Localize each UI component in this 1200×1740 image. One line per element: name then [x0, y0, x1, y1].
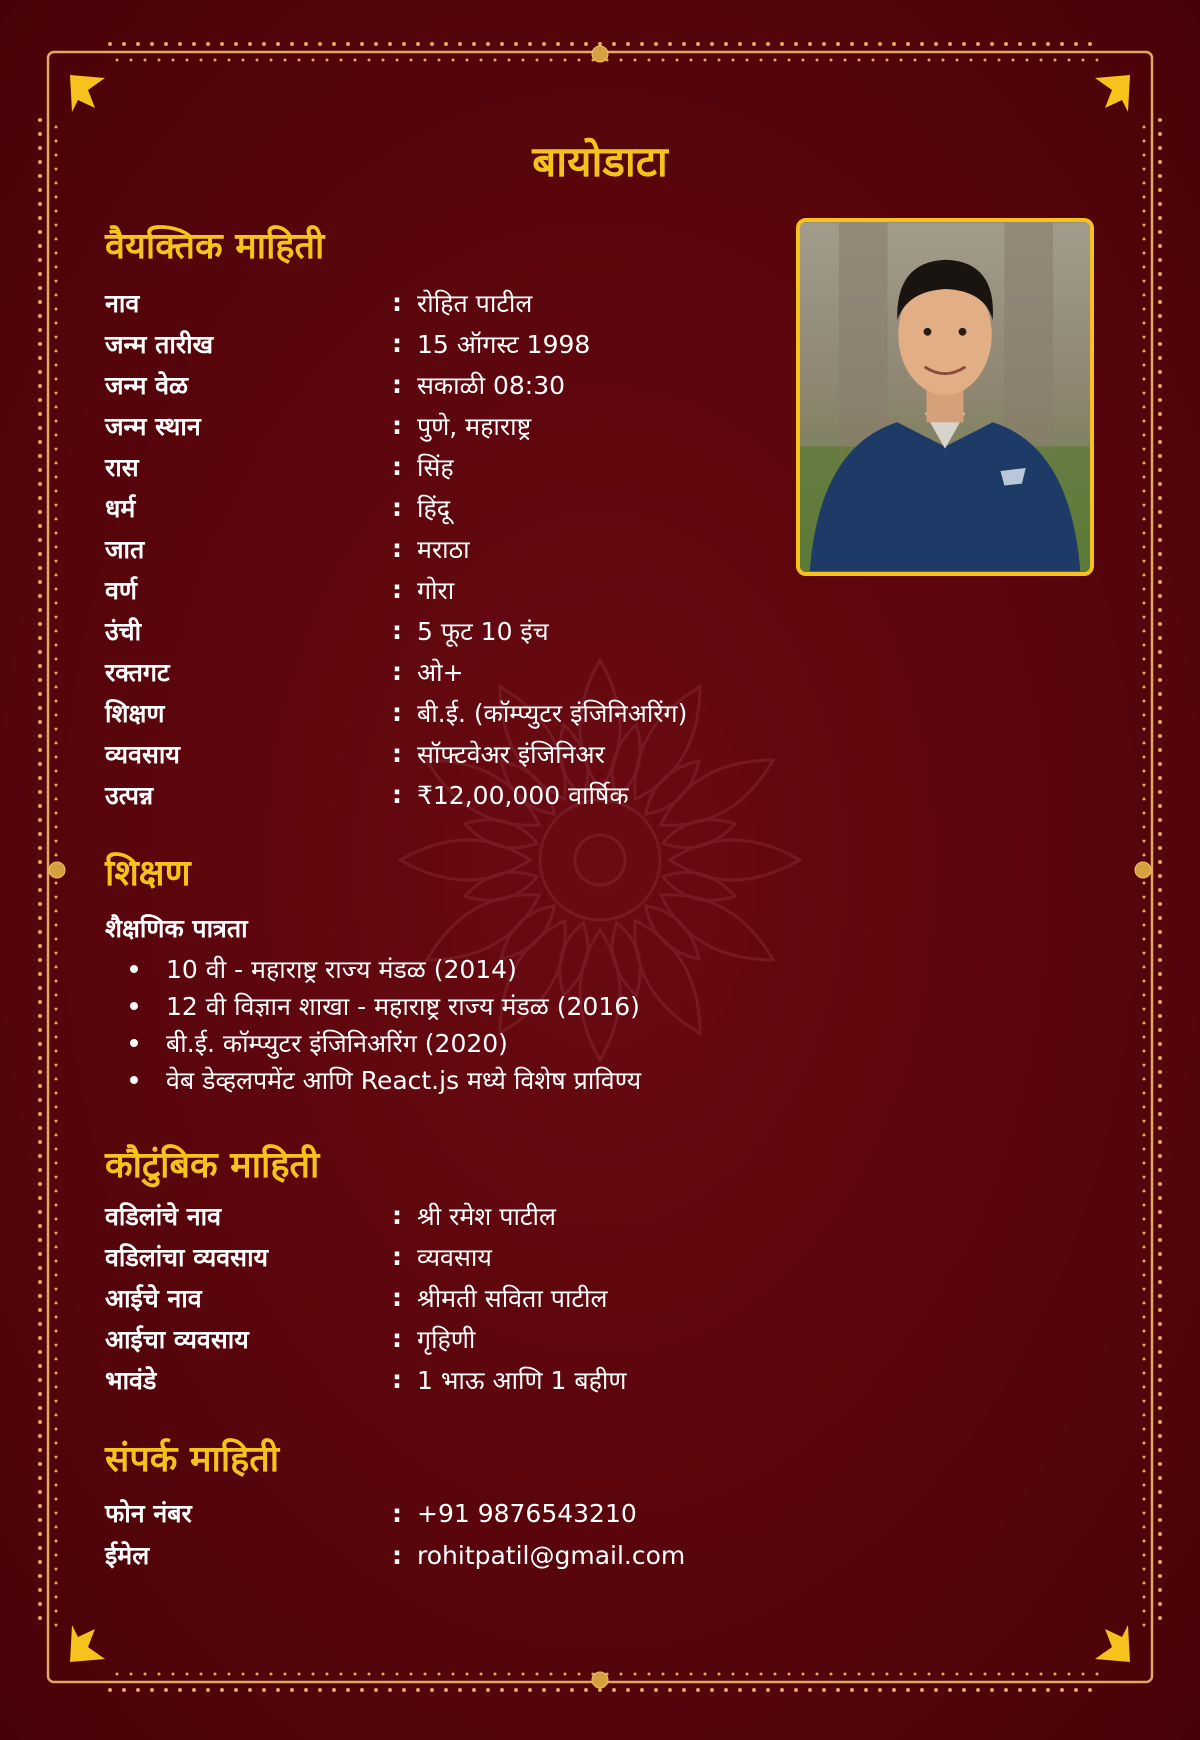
education-item-text: वेब डेव्हलपमेंट आणि React.js मध्ये विशेष प्राविण्य: [166, 1065, 642, 1095]
contact-row-separator: :: [392, 1540, 402, 1570]
personal-row-label: रास: [105, 452, 139, 482]
personal-row-label: नाव: [105, 288, 140, 318]
personal-row-separator: :: [392, 575, 402, 604]
personal-info-list: [105, 282, 687, 815]
personal-row: [105, 528, 687, 569]
personal-row-separator: :: [392, 288, 402, 317]
family-row-value: 1 भाऊ आणि 1 बहीण: [417, 1365, 627, 1395]
personal-row-value: सॉफ्टवेअर इंजिनिअर: [417, 739, 605, 769]
family-row: [105, 1195, 626, 1236]
family-row-value: श्रीमती सविता पाटील: [417, 1283, 608, 1313]
personal-row: [105, 364, 687, 405]
personal-row-value: ओ+: [417, 657, 464, 687]
bullet-icon: [130, 965, 138, 973]
personal-row: [105, 323, 687, 364]
contact-row-value: +91 9876543210: [417, 1498, 637, 1528]
personal-row-separator: :: [392, 698, 402, 727]
family-row-separator: :: [392, 1324, 402, 1353]
personal-row: [105, 405, 687, 446]
family-row: [105, 1318, 626, 1359]
contact-row: [105, 1534, 685, 1576]
education-list-item: [130, 950, 641, 987]
contact-row-value: rohitpatil@gmail.com: [417, 1540, 686, 1570]
page-title: बायोडाटा: [532, 137, 668, 186]
personal-row-separator: :: [392, 329, 402, 358]
contact-info-list: [105, 1492, 685, 1576]
personal-row-value: हिंदू: [417, 493, 451, 523]
education-item-text: 12 वी विज्ञान शाखा - महाराष्ट्र राज्य मंडळ (2016): [166, 991, 640, 1021]
personal-row-value: गोरा: [417, 575, 455, 605]
education-item-text: 10 वी - महाराष्ट्र राज्य मंडळ (2014): [166, 954, 517, 984]
personal-row-value: 5 फूट 10 इंच: [417, 616, 549, 646]
personal-row-value: सिंह: [417, 452, 454, 482]
personal-row-label: जन्म स्थान: [105, 411, 201, 441]
family-row-label: आईचे नाव: [105, 1283, 202, 1313]
personal-row-separator: :: [392, 534, 402, 563]
family-info-list: [105, 1195, 626, 1400]
personal-row: [105, 610, 687, 651]
contact-info-heading: संपर्क माहिती: [105, 1439, 280, 1480]
personal-row-separator: :: [392, 370, 402, 399]
family-row-separator: :: [392, 1201, 402, 1230]
education-list-item: [130, 1061, 641, 1098]
personal-row-value: मराठा: [417, 534, 470, 564]
personal-row-separator: :: [392, 411, 402, 440]
personal-row: [105, 651, 687, 692]
personal-row-separator: :: [392, 780, 402, 809]
education-list: [130, 950, 641, 1098]
personal-row: [105, 446, 687, 487]
education-item-text: बी.ई. कॉम्प्युटर इंजिनिअरिंग (2020): [166, 1028, 508, 1058]
bullet-icon: [130, 1002, 138, 1010]
personal-row-label: धर्म: [105, 493, 136, 523]
personal-row: [105, 487, 687, 528]
personal-row: [105, 569, 687, 610]
personal-row: [105, 774, 687, 815]
personal-row-label: उत्पन्न: [105, 780, 154, 810]
contact-row-separator: :: [392, 1498, 402, 1528]
family-row-value: गृहिणी: [417, 1324, 476, 1354]
family-row-separator: :: [392, 1242, 402, 1271]
family-row-label: आईचा व्यवसाय: [105, 1324, 249, 1354]
family-row-separator: :: [392, 1283, 402, 1312]
profile-photo: [796, 218, 1094, 576]
personal-row-value: ₹12,00,000 वार्षिक: [417, 780, 629, 810]
personal-row-label: जन्म तारीख: [105, 329, 214, 359]
personal-row-separator: :: [392, 493, 402, 522]
personal-row-label: जन्म वेळ: [105, 370, 189, 400]
personal-row-value: सकाळी 08:30: [417, 370, 566, 400]
family-row: [105, 1277, 626, 1318]
family-row-label: वडिलांचा व्यवसाय: [105, 1242, 269, 1272]
personal-row-separator: :: [392, 657, 402, 686]
personal-row-separator: :: [392, 616, 402, 645]
family-row-value: श्री रमेश पाटील: [417, 1201, 556, 1231]
personal-row: [105, 733, 687, 774]
person-portrait-photo-icon: [800, 222, 1090, 572]
family-row-separator: :: [392, 1365, 402, 1394]
family-row: [105, 1236, 626, 1277]
contact-row-label: फोन नंबर: [105, 1499, 192, 1528]
education-list-item: [130, 987, 641, 1024]
family-row-label: भावंडे: [105, 1365, 157, 1395]
family-row-value: व्यवसाय: [417, 1242, 492, 1272]
family-row-label: वडिलांचे नाव: [105, 1201, 222, 1231]
personal-row-label: व्यवसाय: [105, 739, 180, 769]
personal-row-label: उंची: [105, 616, 142, 646]
education-list-item: [130, 1024, 641, 1061]
personal-row: [105, 282, 687, 323]
personal-row-label: वर्ण: [105, 575, 137, 605]
personal-row: [105, 692, 687, 733]
contact-row: [105, 1492, 685, 1534]
personal-row-label: जात: [105, 534, 145, 564]
personal-row-value: 15 ऑगस्ट 1998: [417, 329, 591, 359]
personal-row-label: रक्तगट: [105, 657, 170, 687]
bullet-icon: [130, 1039, 138, 1047]
contact-row-label: ईमेल: [105, 1541, 150, 1570]
personal-row-separator: :: [392, 452, 402, 481]
personal-row-value: पुणे, महाराष्ट्र: [417, 411, 532, 441]
personal-row-label: शिक्षण: [105, 698, 165, 728]
personal-row-separator: :: [392, 739, 402, 768]
personal-row-value: रोहित पाटील: [417, 288, 533, 318]
education-heading: शिक्षण: [105, 853, 191, 894]
family-row: [105, 1359, 626, 1400]
personal-row-value: बी.ई. (कॉम्प्युटर इंजिनिअरिंग): [417, 698, 688, 728]
personal-info-heading: वैयक्तिक माहिती: [105, 226, 325, 267]
education-subheading: शैक्षणिक पात्रता: [105, 914, 248, 943]
bullet-icon: [130, 1076, 138, 1084]
family-info-heading: कौटुंबिक माहिती: [105, 1145, 320, 1186]
